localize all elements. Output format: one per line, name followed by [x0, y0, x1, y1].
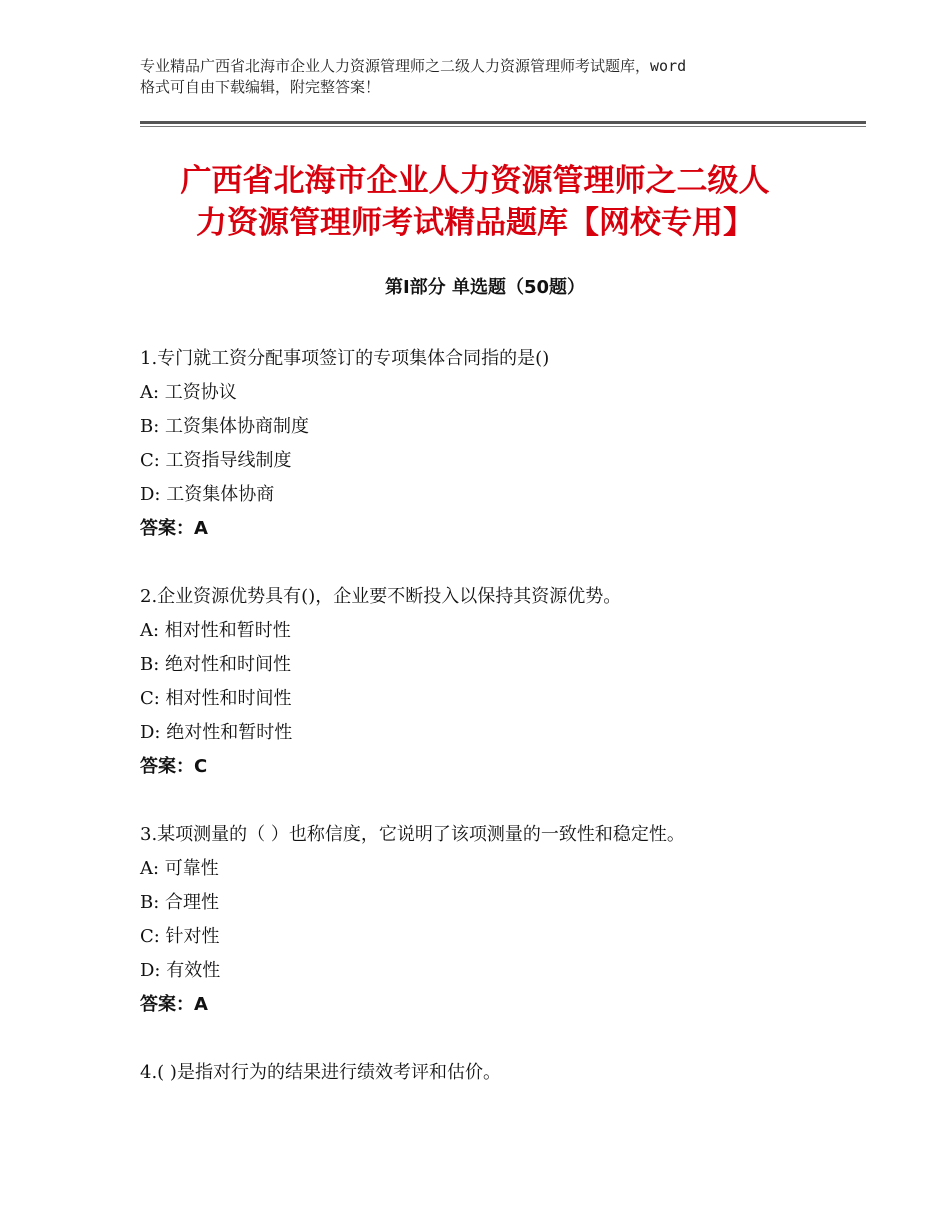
- document-title: [130, 160, 820, 244]
- question-3: [140, 818, 850, 1022]
- option-c: C: 工资指导线制度: [140, 450, 292, 471]
- option-d: D: 有效性: [140, 960, 221, 981]
- document-title-line-1: 广西省北海市企业人力资源管理师之二级人: [180, 163, 770, 199]
- answer: 答案：A: [140, 518, 208, 539]
- option-a: A: 工资协议: [140, 382, 237, 403]
- question-text: 1.专门就工资分配事项签订的专项集体合同指的是(): [140, 348, 550, 369]
- answer: 答案：C: [140, 756, 208, 777]
- option-a: A: 相对性和暂时性: [140, 620, 291, 641]
- question-4: [140, 1056, 850, 1090]
- section-heading: 第Ⅰ部分 单选题（50题）: [384, 277, 585, 298]
- header-divider-thin: [140, 126, 866, 127]
- option-b: B: 工资集体协商制度: [140, 416, 310, 437]
- question-2: [140, 580, 850, 784]
- question-text: 4.( )是指对行为的结果进行绩效考评和估价。: [140, 1062, 501, 1083]
- option-d: D: 工资集体协商: [140, 484, 275, 505]
- header-note-line-1: 专业精品广西省北海市企业人力资源管理师之二级人力资源管理师考试题库，word: [140, 57, 687, 75]
- header-divider-thick: [140, 121, 866, 124]
- question-text: 3.某项测量的（ ）也称信度，它说明了该项测量的一致性和稳定性。: [140, 824, 685, 845]
- document-title-line-2: 力资源管理师考试精品题库【网校专用】: [196, 205, 754, 241]
- header-note-line-2: 格式可自由下载编辑，附完整答案！: [140, 78, 381, 96]
- question-1: [140, 342, 850, 546]
- option-c: C: 针对性: [140, 926, 220, 947]
- question-list: [140, 342, 850, 1124]
- header-note: [140, 56, 830, 98]
- answer: 答案：A: [140, 994, 208, 1015]
- option-b: B: 绝对性和时间性: [140, 654, 292, 675]
- option-c: C: 相对性和时间性: [140, 688, 292, 709]
- question-text: 2.企业资源优势具有()，企业要不断投入以保持其资源优势。: [140, 586, 622, 607]
- option-d: D: 绝对性和暂时性: [140, 722, 293, 743]
- option-a: A: 可靠性: [140, 858, 219, 879]
- option-b: B: 合理性: [140, 892, 220, 913]
